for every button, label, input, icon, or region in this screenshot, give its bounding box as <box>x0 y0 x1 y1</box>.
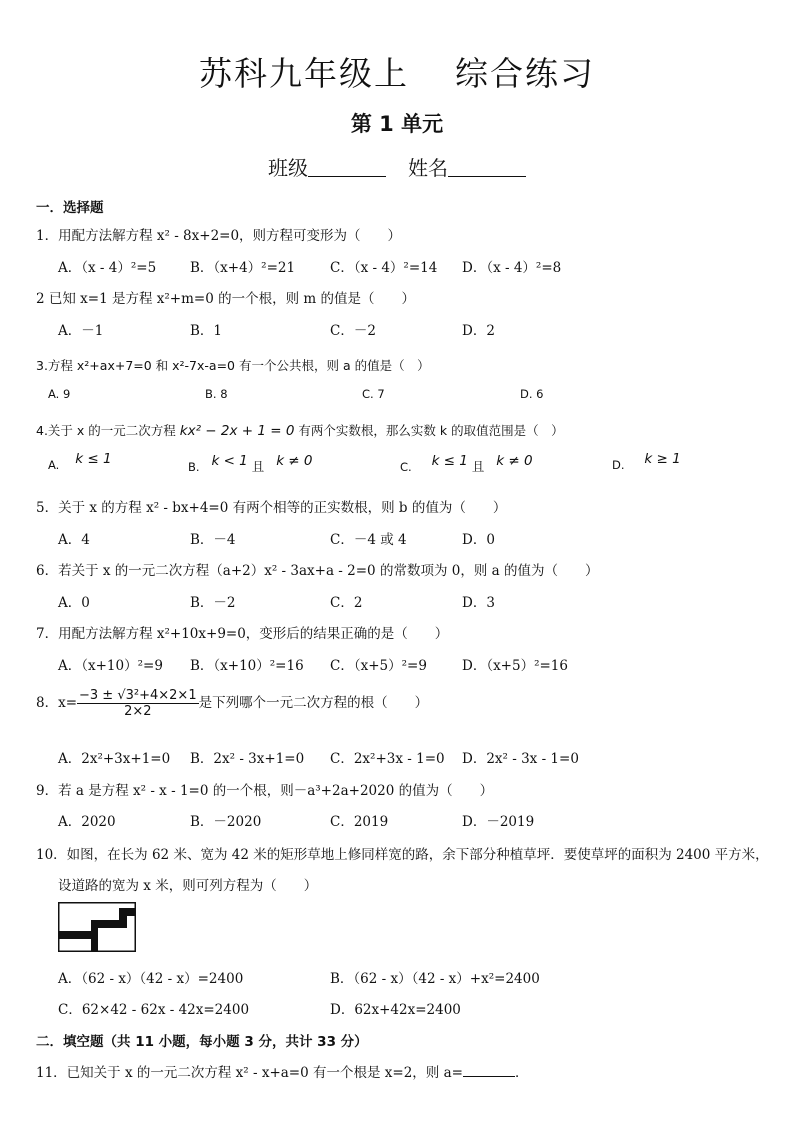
question-5-stem: 5．关于 x 的方程 x² - bx+4=0 有两个相等的正实数根，则 b 的值为（ ） <box>36 500 507 516</box>
q6-option-d: D．3 <box>462 595 495 611</box>
q9-option-c: C．2019 <box>330 814 389 830</box>
q2-option-b: B．1 <box>190 323 223 339</box>
question-1-stem: 1．用配方法解方程 x² - 8x+2=0，则方程可变形为（ ） <box>36 228 402 244</box>
q7-option-a: A．（x+10）²=9 <box>58 658 163 674</box>
name-blank <box>448 156 526 177</box>
q6-option-c: C．2 <box>330 595 363 611</box>
class-label: 班级 <box>268 156 308 180</box>
q9-option-b: B．－2020 <box>190 814 262 830</box>
q9-option-a: A．2020 <box>58 814 116 830</box>
question-9-stem: 9．若 a 是方程 x² - x - 1=0 的一个根，则－a³+2a+2020 的值为（ ） <box>36 783 494 799</box>
q4-option-a: A. k ≤ 1 <box>48 451 112 472</box>
question-10-stem: 10．如图，在长为 62 米、宽为 42 米的矩形草地上修同样宽的路，余下部分种植草坪．要使草坪的面积为 2400 平方米， <box>36 847 769 863</box>
q1-option-d: D．（x - 4）²=8 <box>462 260 562 276</box>
q3-option-d: D. 6 <box>520 387 544 401</box>
q8-stem-pre: 8．x= <box>36 695 78 711</box>
q8-option-c: C．2x²+3x - 1=0 <box>330 751 445 767</box>
question-10-stem-line2: 设道路的宽为 x 米，则可列方程为（ ） <box>58 878 318 894</box>
q4-stem-formula: kx² − 2x + 1 = 0 <box>179 423 295 439</box>
q4-option-b: B. k < 1 且 k ≠ 0 <box>188 453 313 474</box>
section-fill-title: 二．填空题（共 11 小题，每小题 3 分，共计 33 分） <box>36 1034 368 1050</box>
q3-option-c: C. 7 <box>362 387 385 401</box>
q6-option-a: A．0 <box>58 595 90 611</box>
q5-option-d: D．0 <box>462 532 495 548</box>
q1-option-b: B．（x+4）²=21 <box>190 260 296 276</box>
name-label: 姓名 <box>408 156 448 180</box>
q11-answer-blank[interactable] <box>463 1064 515 1077</box>
vertical-road <box>91 920 98 952</box>
q5-option-a: A．4 <box>58 532 90 548</box>
q10-option-a: A．（62 - x）（42 - x）=2400 <box>58 971 244 987</box>
q10-option-b: B．（62 - x）（42 - x）+x²=2400 <box>330 971 540 987</box>
page-title <box>0 48 794 95</box>
question-11-stem: 11．已知关于 x 的一元二次方程 x² - x+a=0 有一个根是 x=2，则 a= ． <box>36 1065 529 1081</box>
q4-option-d: D. k ≥ 1 <box>612 451 681 472</box>
question-8-stem <box>36 688 428 719</box>
section-choice-title: 一．选择题 <box>36 200 104 216</box>
q4-stem-post: 有两个实数根，那么实数 k 的取值范围是（ ） <box>298 423 564 438</box>
q6-option-b: B．－2 <box>190 595 236 611</box>
q2-option-c: C．－2 <box>330 323 376 339</box>
q8-option-b: B．2x² - 3x+1=0 <box>190 751 305 767</box>
q8-fraction-numerator: −3 ± √3²+4×2×1 <box>79 688 197 703</box>
q8-fraction-denominator: 2×2 <box>124 704 152 719</box>
q1-option-c: C．（x - 4）²=14 <box>330 260 438 276</box>
q7-option-d: D．（x+5）²=16 <box>462 658 568 674</box>
title-right: 综合练习 <box>455 54 595 93</box>
q3-option-b: B. 8 <box>205 387 228 401</box>
question-7-stem: 7．用配方法解方程 x²+10x+9=0，变形后的结果正确的是（ ） <box>36 626 449 642</box>
class-name-line <box>0 152 794 181</box>
q9-option-d: D．－2019 <box>462 814 535 830</box>
q7-option-b: B．（x+10）²=16 <box>190 658 304 674</box>
road-diagram <box>58 902 136 952</box>
q8-fraction <box>77 688 199 719</box>
q2-option-d: D．2 <box>462 323 495 339</box>
q5-option-c: C．－4 或 4 <box>330 532 407 548</box>
question-6-stem: 6．若关于 x 的一元二次方程（a+2）x² - 3ax+a - 2=0 的常数项为 0，则 a 的值为（ ） <box>36 563 599 579</box>
q1-option-a: A．（x - 4）²=5 <box>58 260 157 276</box>
question-3-stem: 3.方程 x²+ax+7=0 和 x²-7x-a=0 有一个公共根，则 a 的值是（ ） <box>36 358 430 373</box>
q7-option-c: C．（x+5）²=9 <box>330 658 427 674</box>
q4-stem-pre: 4.关于 x 的一元二次方程 <box>36 423 176 438</box>
question-4-stem <box>36 421 564 439</box>
q8-option-a: A．2x²+3x+1=0 <box>58 751 171 767</box>
question-2-stem: 2 已知 x=1 是方程 x²+m=0 的一个根，则 m 的值是（ ） <box>36 291 415 307</box>
q8-stem-post: 是下列哪个一元二次方程的根（ ） <box>198 695 429 711</box>
q5-option-b: B．－4 <box>190 532 236 548</box>
class-blank <box>308 156 386 177</box>
q2-option-a: A．－1 <box>58 323 104 339</box>
title-left: 苏科九年级上 <box>199 54 409 93</box>
q10-option-d: D．62x+42x=2400 <box>330 1002 461 1018</box>
q4-option-c: C. k ≤ 1 且 k ≠ 0 <box>400 453 533 474</box>
unit-subtitle: 第 1 单元 <box>350 112 444 136</box>
q8-option-d: D．2x² - 3x - 1=0 <box>462 751 579 767</box>
q10-option-c: C．62×42 - 62x - 42x=2400 <box>58 1002 250 1018</box>
q3-option-a: A. 9 <box>48 387 71 401</box>
